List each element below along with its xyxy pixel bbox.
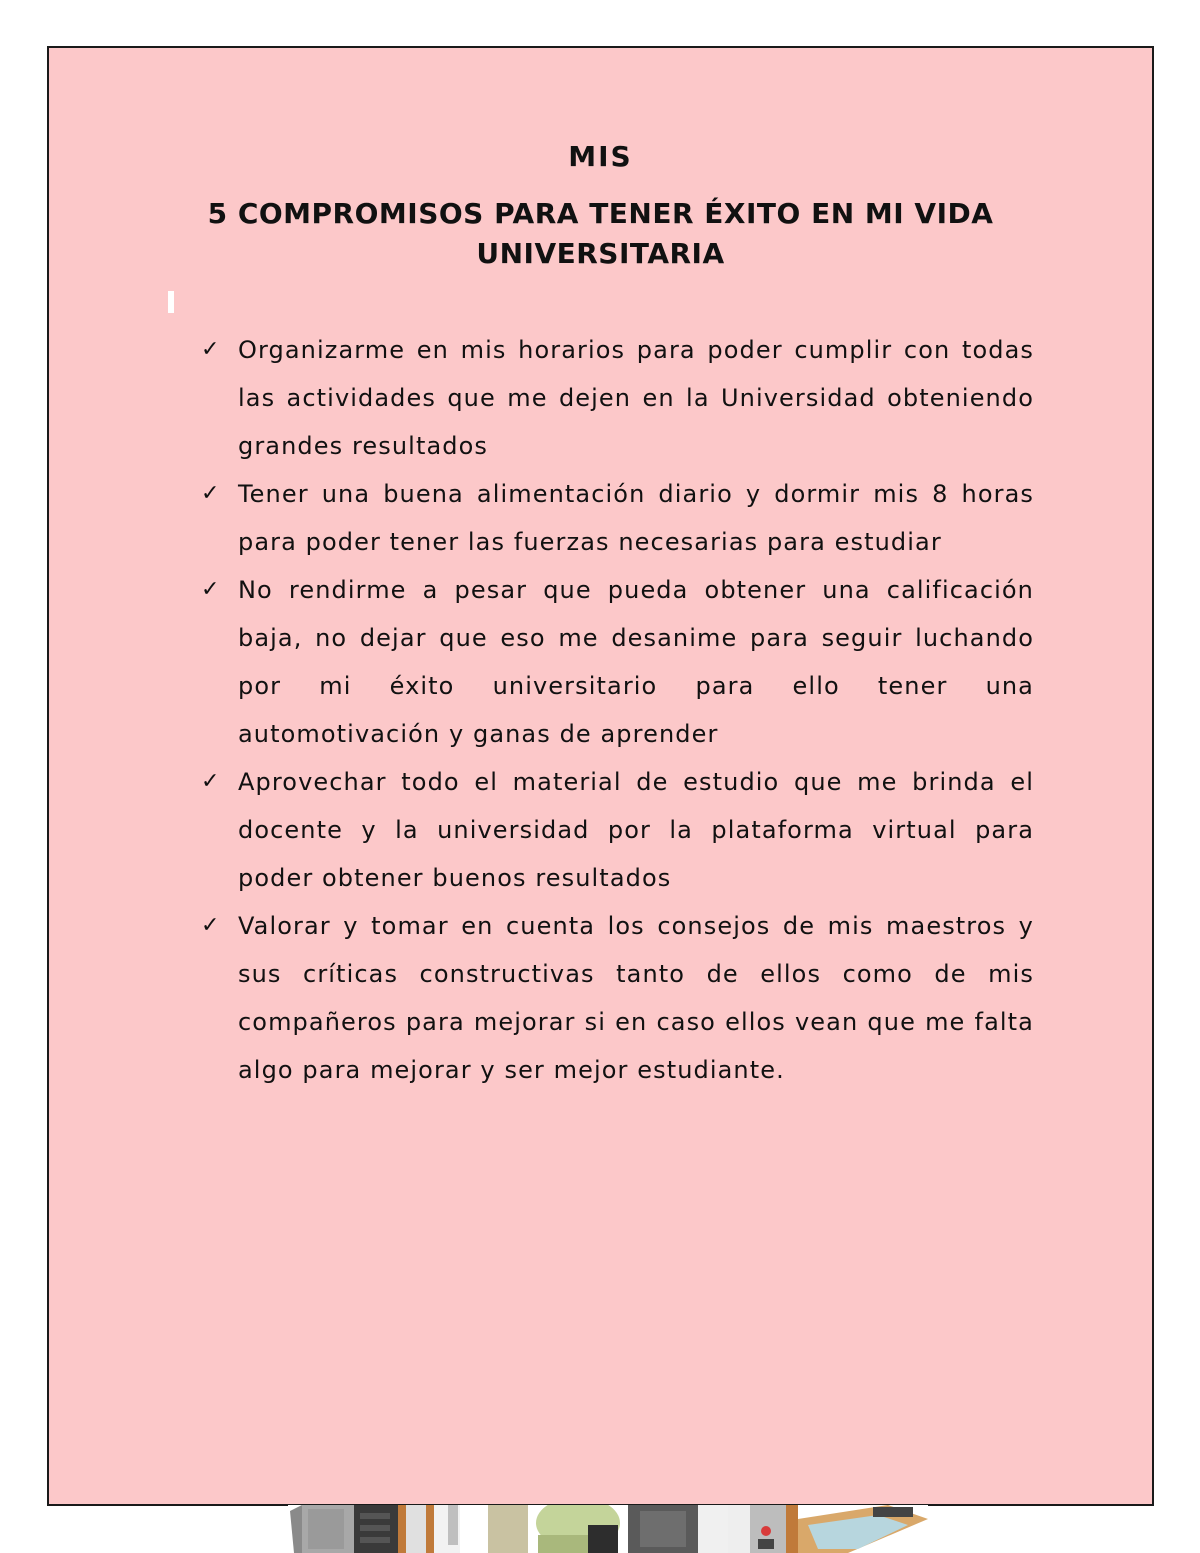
checkmark-icon: ✓	[201, 577, 221, 602]
checkmark-icon: ✓	[201, 913, 221, 938]
list-item	[199, 758, 1034, 902]
office-illustration	[288, 1505, 928, 1553]
list-item	[199, 326, 1034, 470]
checkmark-icon: ✓	[201, 769, 221, 794]
list-item	[199, 902, 1034, 1094]
checkmark-icon: ✓	[201, 481, 221, 506]
list-item-text: No rendirme a pesar que pueda obtener una calificación baja, no dejar que eso me desanime para seguir luchando por mi éxito universitario para ello tener una automotivación y ganas de aprender	[238, 576, 1034, 748]
page-title-line-2: 5 COMPROMISOS PARA TENER ÉXITO EN MI VIDA UNIVERSITARIA	[207, 197, 994, 270]
list-item	[199, 566, 1034, 758]
list-item-text: Tener una buena alimentación diario y dormir mis 8 horas para poder tener las fuerzas necesarias para estudiar	[238, 480, 1034, 556]
text-cursor-mark	[168, 291, 174, 313]
commitments-list	[199, 326, 1034, 1094]
list-item	[199, 470, 1034, 566]
list-item-text: Valorar y tomar en cuenta los consejos de mis maestros y sus críticas constructivas tanto de ellos como de mis compañeros para mejorar si en caso ellos vean que me falta algo para mejorar y ser mejor estudiante.	[238, 912, 1034, 1084]
content-frame	[47, 46, 1154, 1506]
page-title-line-1: MIS	[568, 140, 633, 173]
list-item-text: Aprovechar todo el material de estudio que me brinda el docente y la universidad por la plataforma virtual para poder obtener buenos resultados	[238, 768, 1034, 892]
list-item-text: Organizarme en mis horarios para poder cumplir con todas las actividades que me dejen en la Universidad obteniendo grandes resultados	[238, 336, 1034, 460]
checkmark-icon: ✓	[201, 337, 221, 362]
